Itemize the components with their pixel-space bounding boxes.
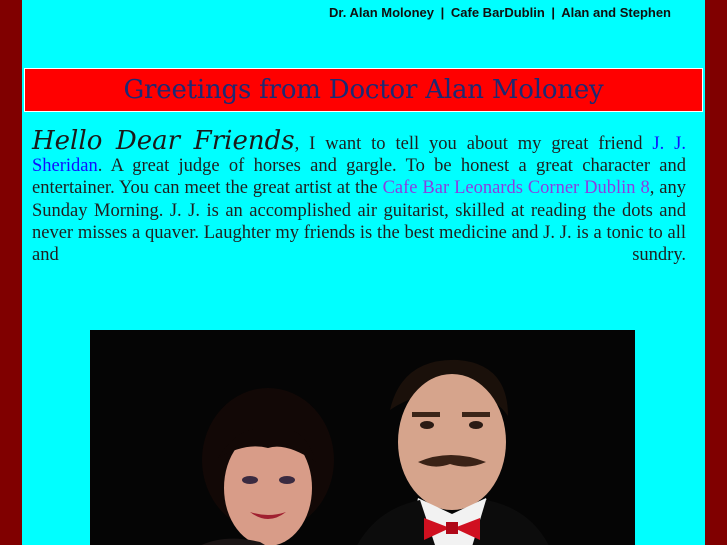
man-eye-right xyxy=(469,421,483,429)
nav-separator: | xyxy=(551,5,556,20)
nav-separator: | xyxy=(440,5,445,20)
nav-link-alan-moloney[interactable]: Dr. Alan Moloney xyxy=(329,5,434,20)
story-text-part1: , I want to tell you about my great friend xyxy=(294,134,653,154)
man-brow-left xyxy=(412,412,440,417)
page-content xyxy=(22,0,705,545)
top-navigation xyxy=(329,5,671,20)
page-title-banner: Greetings from Doctor Alan Moloney xyxy=(24,68,703,112)
woman-eye-right xyxy=(279,476,295,484)
photo-alan-and-friend xyxy=(90,330,635,545)
bow-tie-knot xyxy=(446,522,458,534)
story-text-part2: . A great judge of horses and gargle. To be honest a great character and entertainer. You can meet the great artist at the xyxy=(32,156,686,199)
woman-eye-left xyxy=(242,476,258,484)
story-text-part3: , any Sunday Morning. J. J. is an accomplished air guitarist, skilled at reading the dots and never misses a quaver. Laughter my friends is the best medicine and J. J. is a tonic to all and sundry. xyxy=(32,178,687,266)
greeting-text: Hello Dear Friends xyxy=(32,126,295,156)
photo-illustration xyxy=(90,330,635,545)
man-eye-left xyxy=(420,421,434,429)
man-brow-right xyxy=(462,412,490,417)
story-paragraph xyxy=(32,126,687,266)
nav-link-cafe-bar-dublin[interactable]: Cafe BarDublin xyxy=(450,5,545,20)
sheridan-link[interactable]: J. J. Sheridan xyxy=(32,134,686,177)
man-face xyxy=(398,374,506,510)
nav-link-alan-and-stephen[interactable]: Alan and Stephen xyxy=(561,5,671,20)
cafe-bar-link[interactable]: Cafe Bar Leonards Corner Dublin 8 xyxy=(382,178,650,199)
